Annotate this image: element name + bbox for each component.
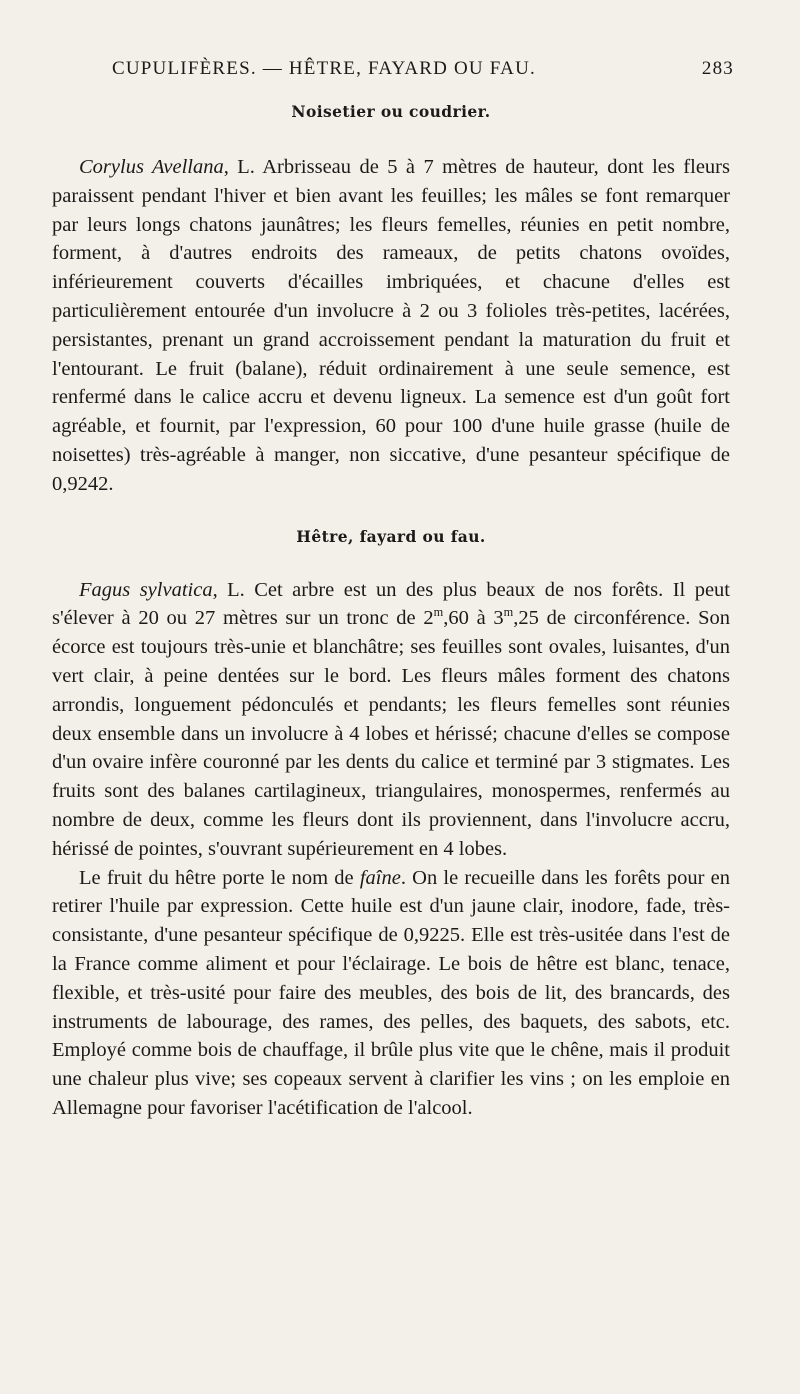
page-number: 283 [701, 58, 734, 79]
paragraph-text: , L. Cet arbre est un des plus beaux de nos forêts. Il peut s'élever à 20 ou 27 mètres sur un tronc de 2 [52, 578, 730, 630]
book-page [52, 58, 734, 1123]
section-heading-noisetier: Noisetier ou coudrier. [291, 102, 491, 121]
running-head-title: CUPULIFÈRES. — HÊTRE, FAYARD OU FAU. [112, 58, 536, 79]
paragraph-text: Le fruit du hêtre porte le nom de [79, 866, 360, 889]
paragraph-text: ,25 de circonférence. Son écorce est toujours très-unie et blanchâtre; ses feuilles sont ovales, luisantes, d'un vert clair, à peine dentées sur le bord. Les fleurs mâles forment des chatons arrondis, longuement pédonculés et pendants; les fleurs femelles sont réunies deux ensemble dans un involucre à 4 lobes et hérissé; chacune d'elles se compose d'un ovaire infère couronné par les dents du calice et terminé par 3 stigmates. Les fruits sont des balanes cartilagineux, triangulaires, monospermes, renfermés au nombre de deux, comme les fleurs dont ils proviennent, dans l'involucre accru, hérissé de pointes, s'ouvrant supérieurement en 4 lobes. [52, 607, 730, 860]
unit-metre: m [503, 605, 514, 620]
species-name: Corylus Avellana [79, 156, 224, 178]
running-head [52, 58, 734, 92]
species-name: Fagus sylvatica [79, 578, 213, 601]
paragraph-text: . On le recueille dans les forêts pour en retirer l'huile par expression. Cette huile est d'un jaune clair, inodore, fade, très-consistante, d'une pesanteur spécifique de 0,9225. Elle est très-usitée dans l'est de la France comme aliment et pour l'éclairage. Le bois de hêtre est blanc, tenace, flexible, et très-usité pour faire des meubles, des bois de lit, des brancards, des instruments de labourage, des rames, des pelles, des baquets, des sabots, etc. Employé comme bois de chauffage, il brûle plus vite que le chêne, mais il produit une chaleur plus vive; ses copeaux servent à clarifier les vins ; on les emploie en Allemagne pour favoriser l'acétification de l'alcool. [52, 866, 730, 1119]
paragraph-text: ,60 à 3 [443, 607, 504, 630]
paragraph-faine [52, 864, 730, 1123]
paragraph-text: , L. Arbrisseau de 5 à 7 mètres de hauteur, dont les fleurs paraissent pendant l'hiver et bien avant les feuilles; les mâles se font remarquer par leurs longs chatons jaunâtres; les fleurs femelles, réunies en petit nombre, forment, à d'autres endroits des rameaux, de petits chatons ovoïdes, inférieurement couverts d'écailles imbriquées, et chacune d'elles est particulièrement entourée d'un involucre à 2 ou 3 folioles très-petites, lacérées, persistantes, prenant un grand accroissement pendant la maturation du fruit et l'entourant. Le fruit (balane), réduit ordinairement à une seule semence, est renfermé dans le calice accru et devenu ligneux. La semence est d'un goût fort agréable, et fournit, par l'expression, 60 pour 100 d'une huile grasse (huile de noisettes) très-agréable à manger, non siccative, d'une pesanteur spécifique de 0,9242. [52, 156, 730, 495]
unit-metre: m [433, 605, 444, 620]
paragraph-fagus [52, 576, 730, 864]
italic-term: faîne [359, 866, 401, 889]
paragraph-corylus [52, 153, 730, 499]
section-heading-hetre: Hêtre, fayard ou fau. [296, 526, 486, 546]
